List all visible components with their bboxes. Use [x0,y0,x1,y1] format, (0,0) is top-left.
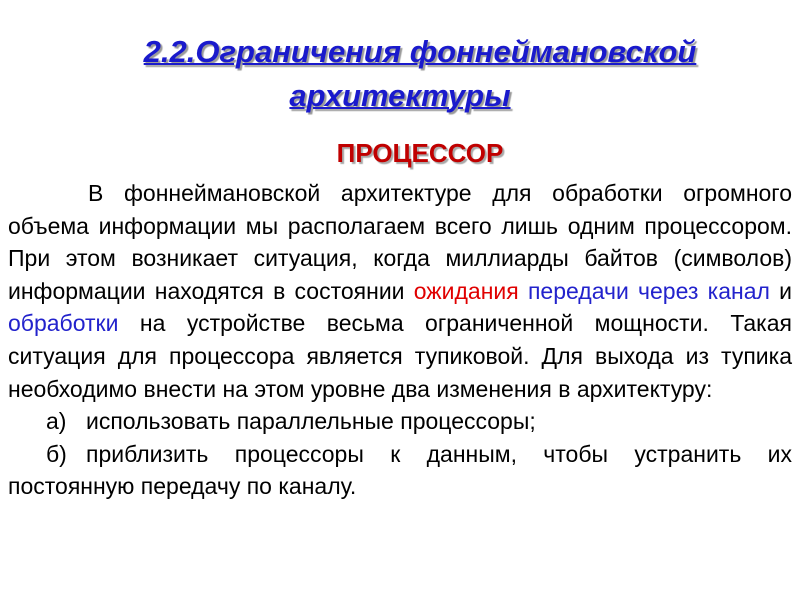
slide-title-line-2: архитектуры [289,78,511,113]
list-marker: а) [46,408,67,435]
slide-body [8,177,792,503]
slide-title-line-1: 2.2.Ограничения фоннеймановской [143,34,697,69]
list-item-text: приблизить процессоры к данным, чтобы устранить их постоянную передачу по каналу. [8,440,792,500]
list-item [8,438,792,503]
list-item-text: использовать параллельные процессоры; [86,408,536,435]
highlight-waiting: ожидания [413,277,519,304]
highlight-transfer: передачи через канал [527,277,770,304]
highlight-processing: обработки [8,310,119,337]
list-marker: б) [46,440,67,467]
paragraph-text-2 [519,278,528,304]
body-paragraph [8,177,792,405]
slide-title [0,30,800,118]
paragraph-text-4: на устройстве весьма ограниченной мощности. Такая ситуация для процессора является тупиковой. Для выхода из тупика необходимо внести на этом уровне два изменения в архитектуру: [8,310,792,402]
section-heading: ПРОЦЕССОР [336,138,504,168]
paragraph-text-1: В фоннеймановской архитектуре для обработки огромного объема информации мы располагаем всего лишь одним процессором. При этом возникает ситуация, когда миллиарды байтов (символов) информации находятся в состоянии [8,180,792,304]
list-item [8,405,792,438]
paragraph-text-3: и [769,277,793,304]
